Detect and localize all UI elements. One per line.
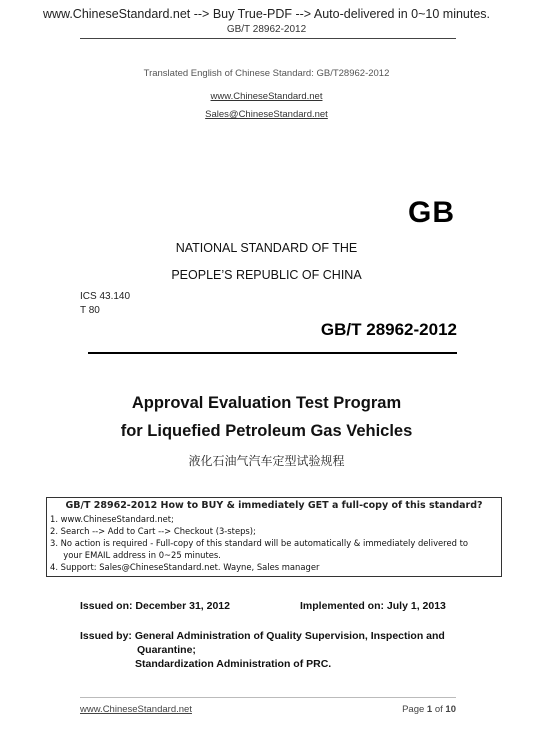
issuer-line2: Quarantine; bbox=[137, 644, 196, 656]
footer-link-wrap bbox=[80, 704, 192, 715]
title-line1: Approval Evaluation Test Program bbox=[131, 394, 402, 412]
buy-step-2: 2. Search --> Add to Cart --> Checkout (3-steps); bbox=[50, 526, 256, 536]
title-line2: for Liquefied Petroleum Gas Vehicles bbox=[120, 422, 413, 440]
buy-step-4: 4. Support: Sales@ChineseStandard.net. Wayne, Sales manager bbox=[50, 562, 320, 572]
page-of: of bbox=[432, 704, 446, 715]
chinese-title: 液化石油气汽车定型试验规程 bbox=[188, 454, 345, 468]
header-standard-code: GB/T 28962-2012 bbox=[226, 24, 307, 35]
page-total: 10 bbox=[445, 704, 456, 715]
classification-code: T 80 bbox=[80, 305, 100, 316]
issued-date: Issued on: December 31, 2012 bbox=[80, 600, 230, 612]
website-link-wrap bbox=[0, 86, 533, 104]
buy-info-box bbox=[46, 497, 502, 577]
gb-logo: GB bbox=[408, 196, 455, 229]
buy-step-3-cont: your EMAIL address in 0~25 minutes. bbox=[50, 550, 221, 560]
ics-code: ICS 43.140 bbox=[80, 291, 131, 302]
footer-link[interactable]: www.ChineseStandard.net bbox=[80, 704, 192, 715]
footer-divider bbox=[80, 697, 456, 698]
buy-step-1[interactable]: 1. www.ChineseStandard.net; bbox=[50, 514, 174, 524]
email-link-wrap bbox=[0, 104, 533, 122]
issuer-line3: Standardization Administration of PRC. bbox=[135, 658, 332, 670]
page-current: 1 bbox=[426, 704, 433, 715]
national-standard-line1: NATIONAL STANDARD OF THE bbox=[175, 241, 358, 255]
national-standard-line2: PEOPLE’S REPUBLIC OF CHINA bbox=[171, 268, 362, 282]
website-link[interactable]: www.ChineseStandard.net bbox=[210, 91, 323, 102]
page-indicator bbox=[402, 704, 456, 715]
implemented-date: Implemented on: July 1, 2013 bbox=[300, 600, 446, 612]
email-link[interactable]: Sales@ChineseStandard.net bbox=[205, 109, 328, 120]
buy-step-3: 3. No action is required - Full-copy of this standard will be automatically & immediately delivered to bbox=[50, 538, 468, 548]
buy-box-title: GB/T 28962-2012 How to BUY & immediately GET a full-copy of this standard? bbox=[65, 500, 483, 511]
translated-note: Translated English of Chinese Standard: GB/T28962-2012 bbox=[143, 68, 390, 79]
standard-divider bbox=[88, 352, 457, 354]
top-banner: www.ChineseStandard.net --> Buy True-PDF --> Auto-delivered in 0~10 minutes. bbox=[42, 7, 491, 21]
issuer-line1: Issued by: General Administration of Quality Supervision, Inspection and bbox=[80, 630, 445, 642]
page-prefix: Page bbox=[402, 704, 427, 715]
standard-number: GB/T 28962-2012 bbox=[320, 320, 457, 339]
header-divider bbox=[80, 38, 456, 39]
